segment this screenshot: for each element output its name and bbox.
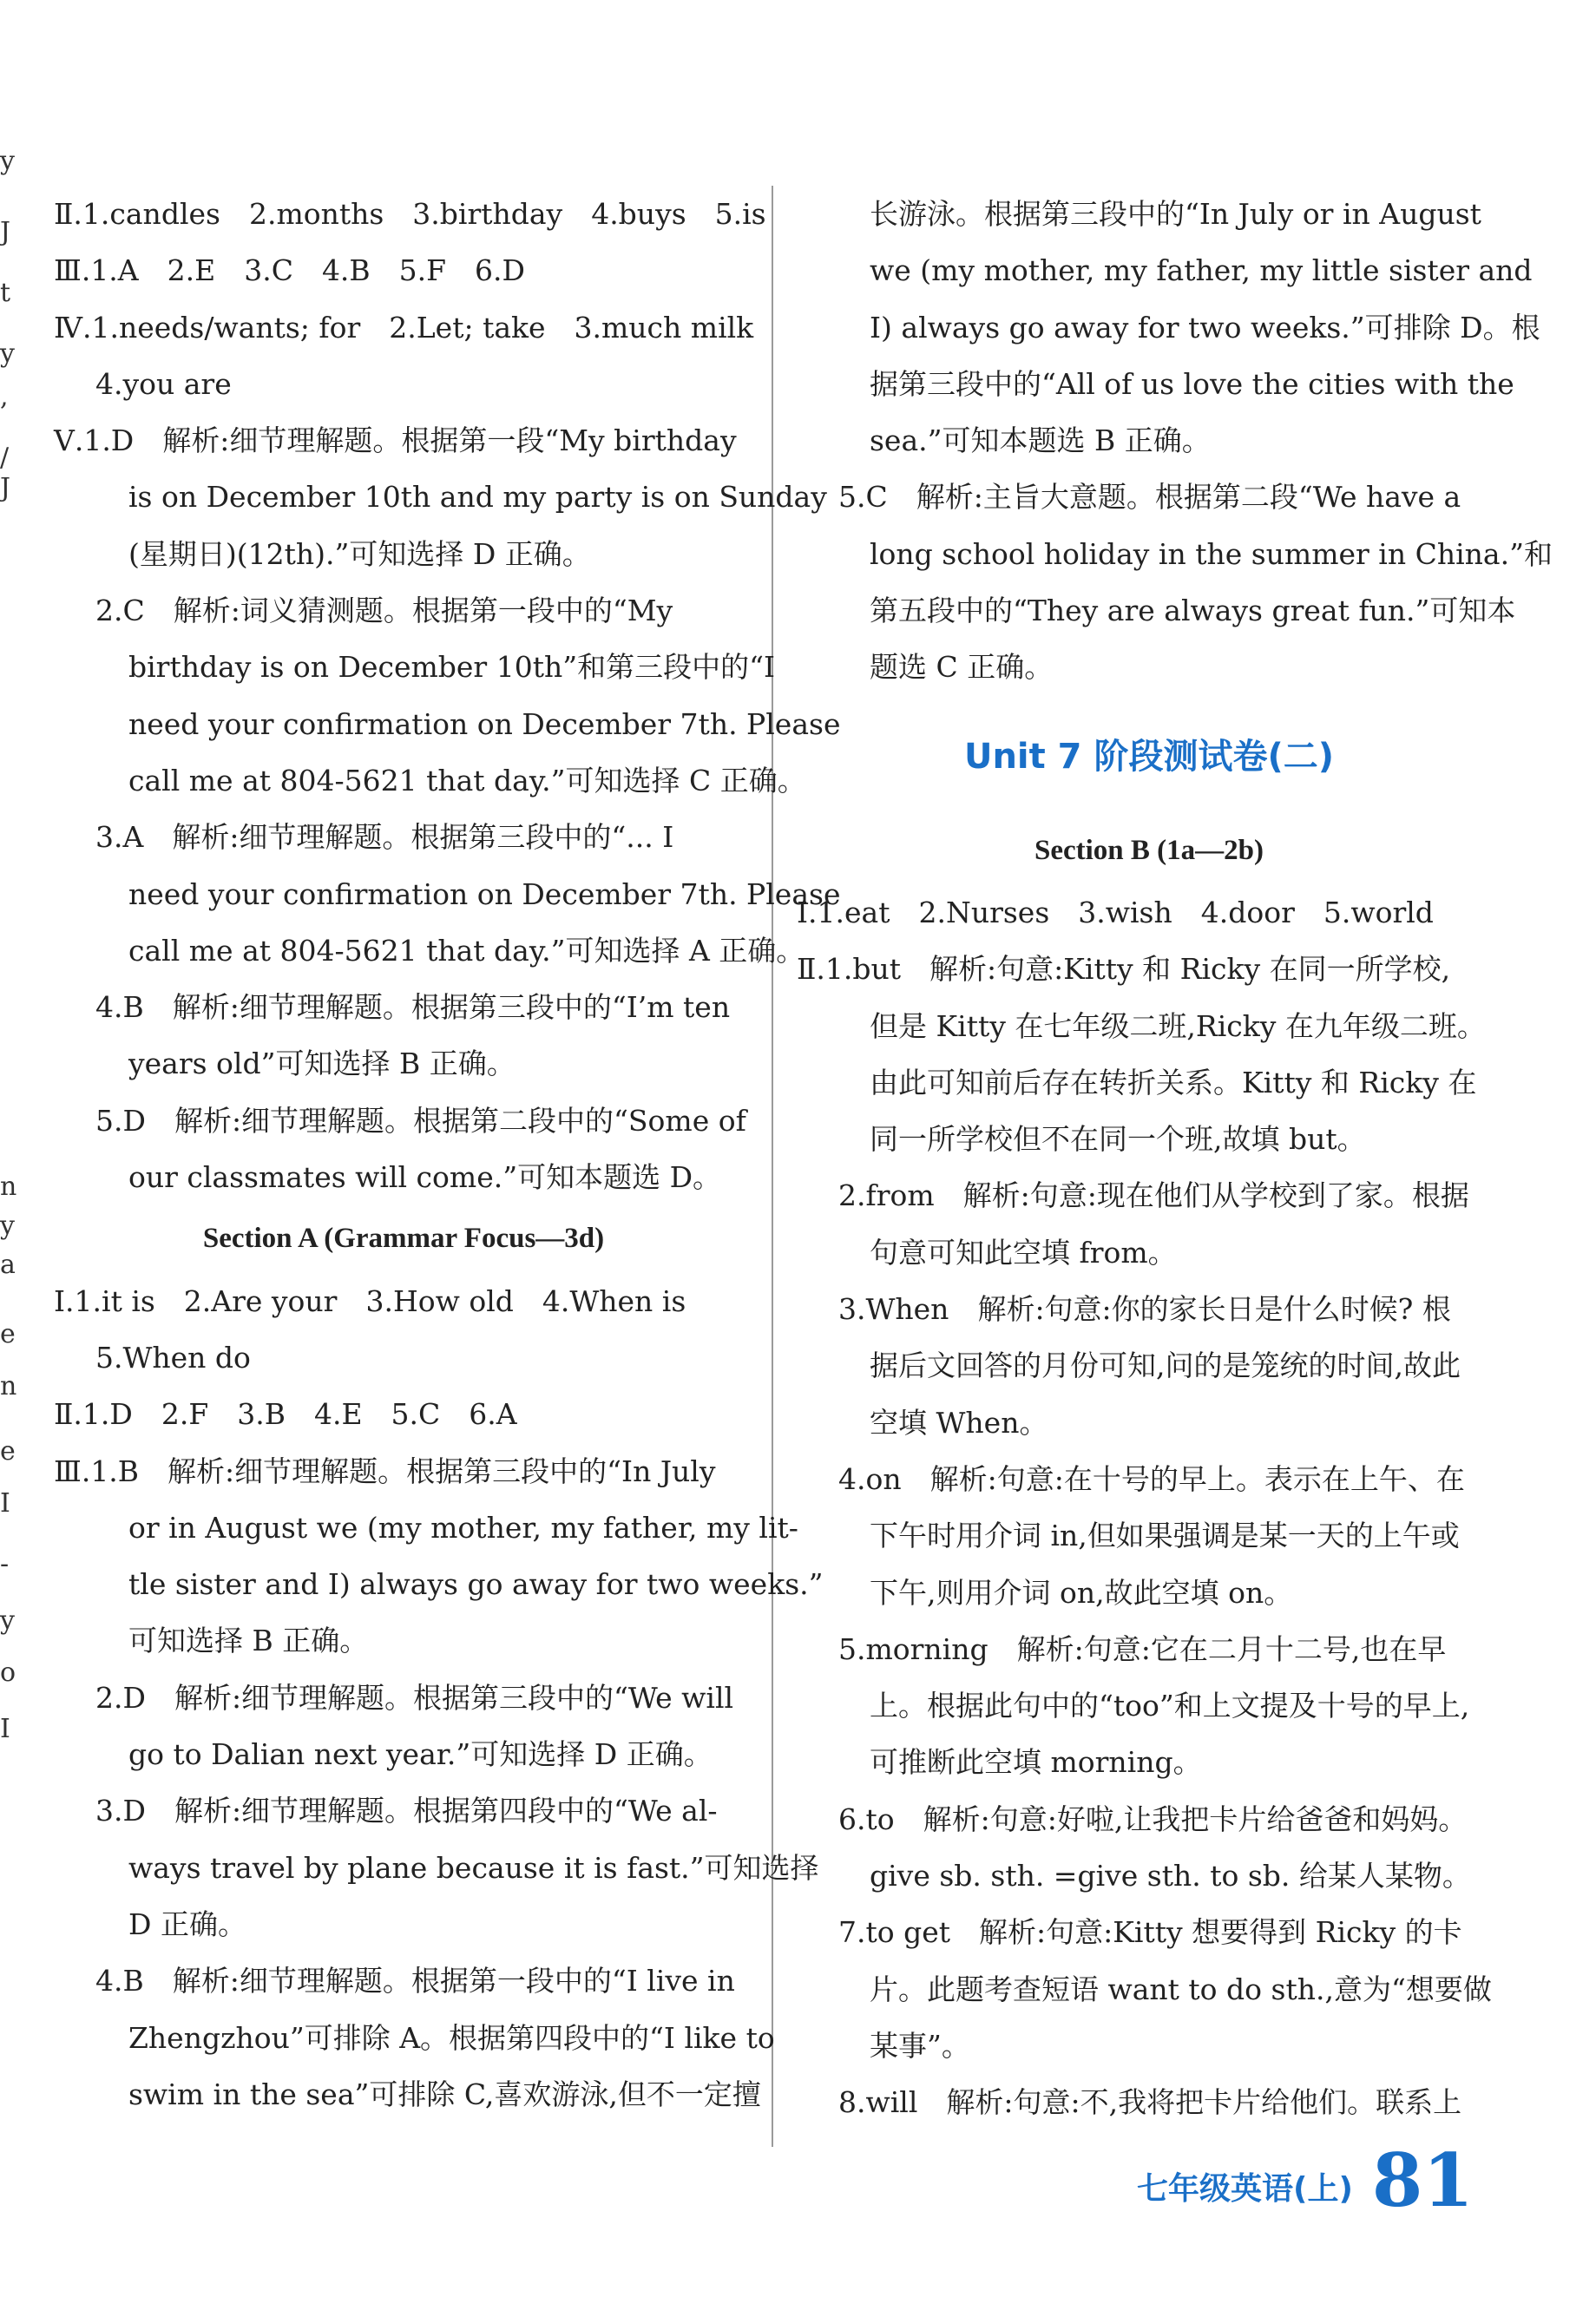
answer-line: 由此可知前后存在转折关系。Kitty 和 Ricky 在 xyxy=(870,1065,1477,1099)
answer-line: call me at 804-5621 that day.”可知选择 C 正确。 xyxy=(128,763,806,797)
answer-line: is on December 10th and my party is on Sunday xyxy=(128,480,827,515)
edge-char: y xyxy=(0,146,15,176)
edge-char: y xyxy=(0,1605,15,1636)
answer-line: long school holiday in the summer in China.”和 xyxy=(870,536,1553,571)
right-column xyxy=(797,186,1553,2131)
answer-line: Ⅲ.1.A 2.E 3.C 4.B 5.F 6.D xyxy=(54,253,526,288)
answer-line: 上。根据此句中的“too”和上文提及十号的早上, xyxy=(870,1689,1470,1723)
answer-line: 空填 When。 xyxy=(870,1405,1048,1440)
answer-line: 5.morning 解析:句意:它在二月十二号,也在早 xyxy=(838,1631,1447,1666)
answer-line: 可推断此空填 morning。 xyxy=(870,1745,1202,1780)
edge-char: n xyxy=(0,1171,17,1202)
edge-char: e xyxy=(0,1436,16,1467)
edge-char: n xyxy=(0,1371,17,1401)
unit-heading: Unit 7 阶段测试卷(二) xyxy=(963,736,1335,777)
answer-line: 下午时用介词 in,但如果强调是某一天的上午或 xyxy=(870,1519,1460,1553)
answer-line: 8.will 解析:句意:不,我将把卡片给他们。联系上 xyxy=(838,2085,1462,2120)
answer-line: 据后文回答的月份可知,问的是笼统的时间,故此 xyxy=(870,1349,1461,1383)
answer-line: 第五段中的“They are always great fun.”可知本 xyxy=(870,594,1516,628)
answer-line: 2.from 解析:句意:现在他们从学校到了家。根据 xyxy=(838,1178,1469,1213)
answer-line: or in August we (my mother, my father, my lit- xyxy=(128,1510,798,1545)
answer-line: give sb. sth. =give sth. to sb. 给某人某物。 xyxy=(870,1859,1471,1893)
edge-char: y xyxy=(0,1211,15,1241)
edge-char: J xyxy=(0,473,11,503)
answer-line: go to Dalian next year.”可知选择 D 正确。 xyxy=(128,1737,713,1772)
edge-char: / xyxy=(0,443,10,473)
answer-line: Ⅰ.1.eat 2.Nurses 3.wish 4.door 5.world xyxy=(797,895,1434,929)
left-column xyxy=(54,186,841,2123)
edge-char: a xyxy=(0,1250,16,1280)
section-heading: Section A (Grammar Focus—3d) xyxy=(202,1223,605,1255)
answer-line: 5.C 解析:主旨大意题。根据第二段“We have a xyxy=(838,480,1461,515)
answer-line: need your confirmation on December 7th. Please xyxy=(128,876,841,911)
answer-line: 2.C 解析:词义猜测题。根据第一段中的“My xyxy=(95,594,673,628)
edge-char: y xyxy=(0,338,15,369)
answer-line: D 正确。 xyxy=(128,1907,246,1941)
answer-line: 4.you are xyxy=(95,366,232,401)
answer-line: 3.A 解析:细节理解题。根据第三段中的“... I xyxy=(95,820,674,855)
answer-line: Ⅱ.1.candles 2.months 3.birthday 4.buys 5.is xyxy=(54,197,766,231)
edge-char: o xyxy=(0,1657,16,1688)
answer-line: need your confirmation on December 7th. Please xyxy=(128,706,841,741)
answer-line: 5.When do xyxy=(95,1340,251,1375)
edge-char: I xyxy=(0,1714,10,1744)
answer-line: ways travel by plane because it is fast.”可知选择 xyxy=(128,1850,819,1885)
answer-line: 某事”。 xyxy=(870,2028,970,2063)
section-heading: Section B (1a—2b) xyxy=(1034,834,1264,866)
answer-line: tle sister and I) always go away for two weeks.” xyxy=(128,1567,824,1602)
answer-line: 可知选择 B 正确。 xyxy=(128,1624,369,1658)
answer-line: 3.D 解析:细节理解题。根据第四段中的“We al- xyxy=(95,1794,718,1828)
answer-line: swim in the sea”可排除 C,喜欢游泳,但不一定擅 xyxy=(128,2077,761,2111)
answer-line: I) always go away for two weeks.”可排除 D。根 xyxy=(870,310,1540,345)
answer-line: Zhengzhou”可排除 A。根据第四段中的“I like to xyxy=(128,2020,775,2055)
answer-line: 句意可知此空填 from。 xyxy=(870,1235,1177,1270)
answer-line: 2.D 解析:细节理解题。根据第三段中的“We will xyxy=(95,1680,734,1715)
edge-char: , xyxy=(0,382,9,412)
answer-line: we (my mother, my father, my little sister and xyxy=(870,253,1533,288)
answer-line: Ⅱ.1.but 解析:句意:Kitty 和 Ricky 在同一所学校, xyxy=(797,952,1451,987)
answer-line: Ⅴ.1.D 解析:细节理解题。根据第一段“My birthday xyxy=(54,423,737,458)
edge-char: t xyxy=(0,278,11,308)
answer-line: Ⅳ.1.needs/wants; for 2.Let; take 3.much milk xyxy=(54,310,754,345)
answer-line: 6.to 解析:句意:好啦,让我把卡片给爸爸和妈妈。 xyxy=(838,1802,1468,1836)
page-number: 81 xyxy=(1371,2137,1474,2223)
answer-line: 题选 C 正确。 xyxy=(870,650,1054,685)
edge-char: - xyxy=(0,1549,10,1579)
answer-line: 4.B 解析:细节理解题。根据第一段中的“I live in xyxy=(95,1964,735,1998)
answer-line: birthday is on December 10th”和第三段中的“I xyxy=(128,650,775,685)
answer-line: Ⅱ.1.D 2.F 3.B 4.E 5.C 6.A xyxy=(54,1397,517,1432)
edge-char: e xyxy=(0,1319,16,1349)
book-title: 七年级英语(上) xyxy=(1137,2171,1353,2207)
answer-line: 片。此题考查短语 want to do sth.,意为“想要做 xyxy=(870,1972,1492,2006)
answer-line: Ⅰ.1.it is 2.Are your 3.How old 4.When is xyxy=(54,1283,686,1318)
edge-char: I xyxy=(0,1488,10,1519)
answer-line: 同一所学校但不在同一个班,故填 but。 xyxy=(870,1122,1366,1157)
edge-char: J xyxy=(0,217,11,247)
answer-line: sea.”可知本题选 B 正确。 xyxy=(870,423,1211,458)
answer-line: 据第三段中的“All of us love the cities with the xyxy=(870,366,1514,401)
answer-line: 下午,则用介词 on,故此空填 on。 xyxy=(870,1575,1293,1610)
answer-line: 但是 Kitty 在七年级二班,Ricky 在九年级二班。 xyxy=(870,1008,1486,1043)
answer-line: years old”可知选择 B 正确。 xyxy=(128,1047,516,1081)
answer-line: our classmates will come.”可知本题选 D。 xyxy=(128,1160,722,1195)
answer-line: 长游泳。根据第三段中的“In July or in August xyxy=(870,197,1481,231)
answer-line: 4.B 解析:细节理解题。根据第三段中的“I’m ten xyxy=(95,990,731,1025)
answer-line: 7.to get 解析:句意:Kitty 想要得到 Ricky 的卡 xyxy=(838,1915,1462,1950)
answer-line: 3.When 解析:句意:你的家长日是什么时候? 根 xyxy=(838,1292,1451,1327)
answer-line: Ⅲ.1.B 解析:细节理解题。根据第三段中的“In July xyxy=(54,1454,716,1488)
page-footer xyxy=(1137,2130,1474,2223)
answer-line: 4.on 解析:句意:在十号的早上。表示在上午、在 xyxy=(838,1461,1465,1496)
answer-line: call me at 804-5621 that day.”可知选择 A 正确。 xyxy=(128,933,805,968)
answer-line: (星期日)(12th).”可知选择 D 正确。 xyxy=(128,536,591,571)
answer-line: 5.D 解析:细节理解题。根据第二段中的“Some of xyxy=(95,1103,746,1138)
